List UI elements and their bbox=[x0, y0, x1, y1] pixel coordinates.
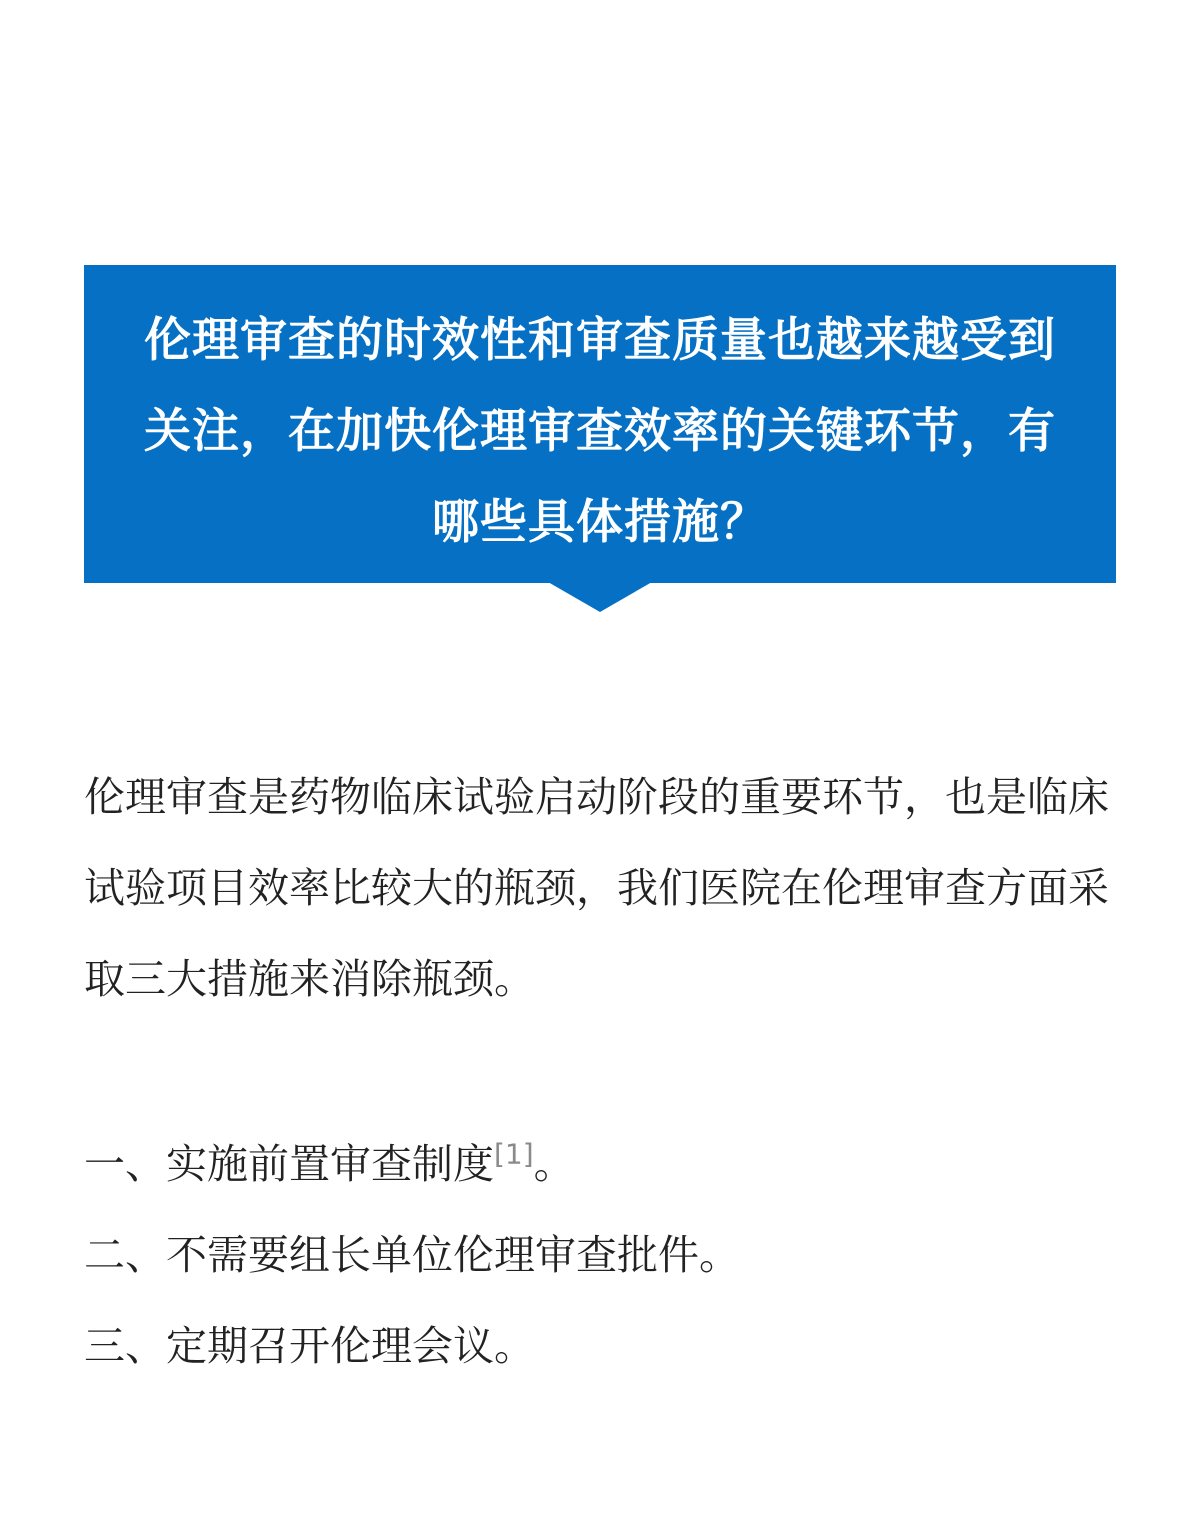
measure-text: 三、定期召开伦理会议。 bbox=[84, 1322, 535, 1370]
list-item bbox=[84, 1301, 1124, 1392]
question-pointer bbox=[548, 582, 652, 612]
list-item bbox=[84, 1210, 1124, 1301]
answer-intro: 伦理审查是药物临床试验启动阶段的重要环节，也是临床试验项目效率比较大的瓶颈，我们医院在伦理审查方面采取三大措施来消除瓶颈。 bbox=[84, 773, 1109, 1003]
measure-text: 一、实施前置审查制度 bbox=[84, 1140, 494, 1188]
question-box bbox=[84, 265, 1116, 583]
measures-list bbox=[84, 1119, 1124, 1392]
question-text: 伦理审查的时效性和审查质量也越来越受到关注，在加快伦理审查效率的关键环节，有哪些具体措施？ bbox=[144, 313, 1056, 550]
list-item bbox=[84, 1119, 1124, 1210]
measure-suffix: 。 bbox=[533, 1140, 575, 1188]
measure-text: 二、不需要组长单位伦理审查批件。 bbox=[84, 1231, 740, 1279]
citation-link[interactable]: [1] bbox=[494, 1137, 534, 1171]
